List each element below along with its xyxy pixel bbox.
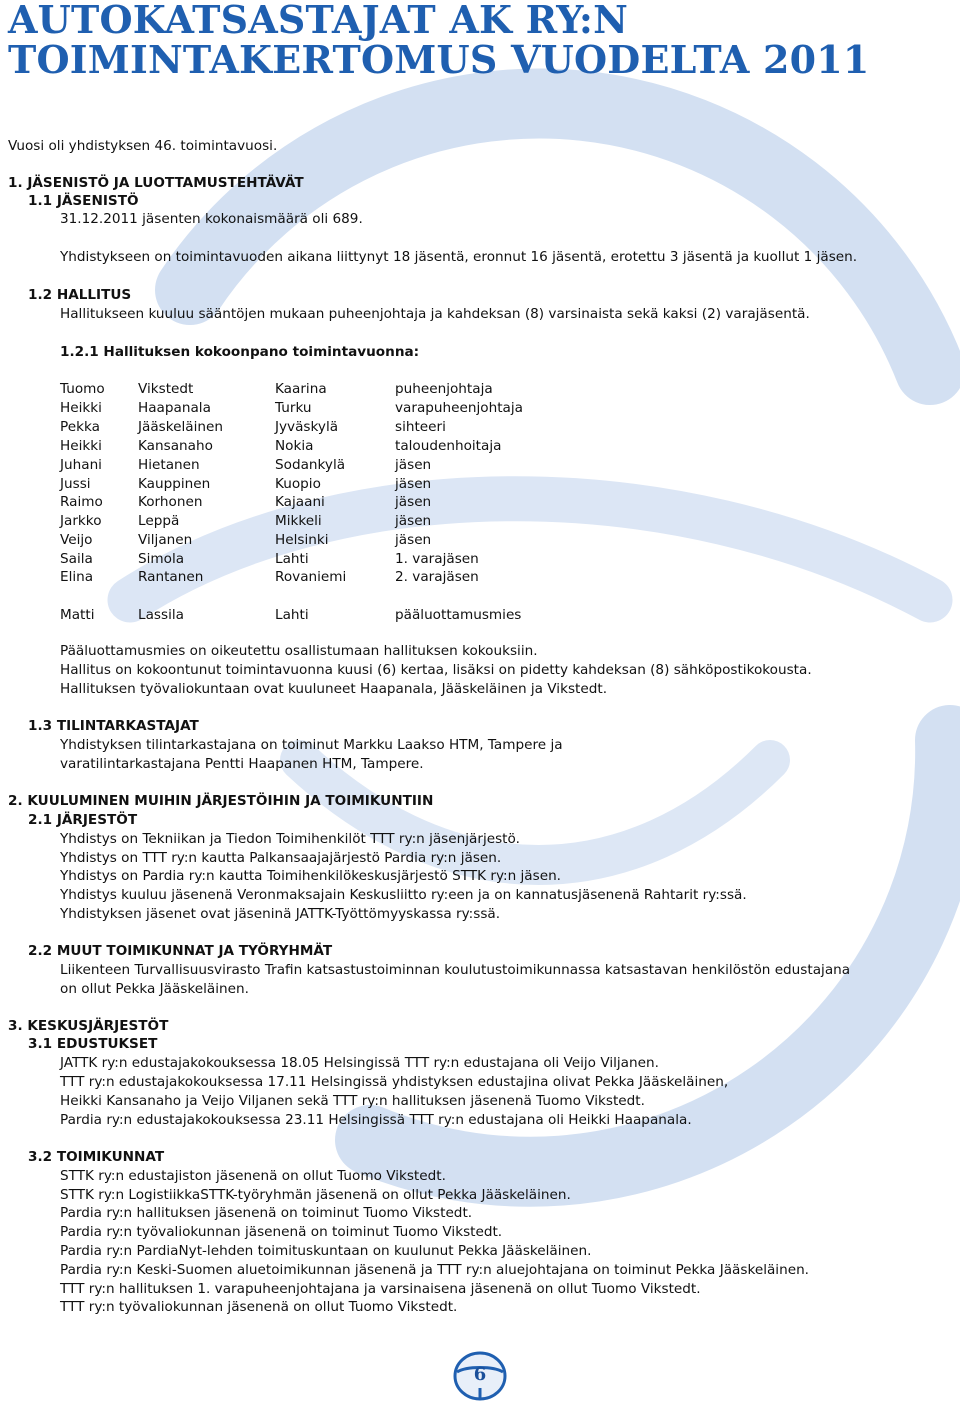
auditor-text: Yhdistyksen tilintarkastajana on toiminut Markku Laakso HTM, Tampere ja	[60, 737, 563, 753]
organization-text: Yhdistys on Pardia ry:n kautta Toimihenkilökeskusjärjestö STTK ry:n jäsen.	[60, 868, 562, 884]
member-changes-text: Yhdistykseen on toimintavuoden aikana liittynyt 18 jäsentä, eronnut 16 jäsentä, erotettu 3 jäsentä ja kuollut 1 jäsen.	[60, 249, 858, 265]
committee-text: Liikenteen Turvallisuusvirasto Trafin katsastustoiminnan koulutustoimikunnassa katsastavan henkilöstön edustajana	[60, 962, 851, 978]
organization-text: Yhdistys kuuluu jäsenenä Veronmaksajain Keskusliitto ry:een ja on kannatusjäsenenä Rahtarit ry:ssä.	[60, 887, 747, 903]
board-composition-rule: Hallitukseen kuuluu sääntöjen mukaan puheenjohtaja ja kahdeksan (8) varsinaista sekä kaksi (2) varajäsentä.	[60, 306, 810, 322]
document-title-line-2: TOIMINTAKERTOMUS VUODELTA 2011	[8, 37, 870, 82]
auditor-text: varatilintarkastajana Pentti Haapanen HTM, Tampere.	[60, 756, 424, 772]
committee-membership-text: TTT ry:n työvaliokunnan jäsenenä on ollut Tuomo Vikstedt.	[60, 1299, 458, 1315]
section-3-2-heading: 3.2 TOIMIKUNNAT	[28, 1149, 165, 1165]
representation-text: Pardia ry:n edustajakokouksessa 23.11 Helsingissä TTT ry:n edustajana oli Heikki Haapanala.	[60, 1112, 692, 1128]
committee-membership-text: STTK ry:n LogistiikkaSTTK-työryhmän jäsenenä on ollut Pekka Jääskeläinen.	[60, 1187, 571, 1203]
section-1-heading: 1. JÄSENISTÖ JA LUOTTAMUSTEHTÄVÄT	[8, 175, 304, 191]
section-2-heading: 2. KUULUMINEN MUIHIN JÄRJESTÖIHIN JA TOIMIKUNTIIN	[8, 793, 434, 809]
board-note: Pääluottamusmies on oikeutettu osallistumaan hallituksen kokouksiin.	[60, 643, 538, 659]
document-page: AUTOKATSASTAJAT AK RY:N TOIMINTAKERTOMUS VUODELTA 2011 Vuosi oli yhdistyksen 46. toimintavuosi. 1. JÄSENISTÖ JA LUOTTAMUSTEHTÄVÄT 1.1 JÄSENISTÖ 31.12.2011 jäsenten kokonaismäärä oli 689. Yhdistykseen on toimintavuoden aikana liittynyt 18 jäsentä, eronnut 16 jäsentä, erotettu 3 jäsentä ja kuollut 1 jäsen. 1.2 HALLITUS Hallitukseen kuuluu sääntöjen mukaan puheenjohtaja ja kahdeksan (8) varsinaista sekä kaksi (2) varajäsentä. 1.2.1 Hallituksen kokoonpano toimintavuonna: Tuomo Vikstedt Kaarina puheenjohtaja Heikki Haapanala Turku varapuheenjohtaja Pekka Jääskeläinen Jyväskylä sihteeri Heikki Kansanaho Nokia taloudenhoitaja Juhani Hietanen Sodankylä jäsen Jussi Kauppinen Kuopio jäsen Raimo Korhonen Kajaani jäsen Jarkko Leppä Mikkeli jäsen Veijo Viljanen Helsinki jäsen Saila Simola Lahti 1. varajäsen Elina Rantanen Rovaniemi 2. varajäsen Matti Lassila Lahti pääluottamusmies Pääluottamusmies on oikeutettu osallistumaan hallituksen kokouksiin. Hallitus on kokoontunut toimintavuonna kuusi (6) kertaa, lisäksi on pidetty kahdeksan (8) sähköpostikokousta. Hallituksen työvaliokuntaan ovat kuuluneet Haapanala, Jääskeläinen ja Vikstedt. 1.3 TILINTARKASTAJAT Yhdistyksen tilintarkastajana on toiminut Markku Laakso HTM, Tampere ja varatilintarkastajana Pentti Haapanen HTM, Tampere. 2. KUULUMINEN MUIHIN JÄRJESTÖIHIN JA TOIMIKUNTIIN 2.1 JÄRJESTÖT Yhdistys on Tekniikan ja Tiedon Toimihenkilöt TTT ry:n jäsenjärjestö. Yhdistys on TTT ry:n kautta Palkansaajajärjestö Pardia ry:n jäsen. Yhdistys on Pardia ry:n kautta Toimihenkilökeskusjärjestö STTK ry:n jäsen. Yhdistys kuuluu jäsenenä Veronmaksajain Keskusliitto ry:een ja on kannatusjäsenenä Rahtarit ry:ssä. Yhdistyksen jäsenet ovat jäseninä JATTK-Työttömyyskassa ry:ssä. 2.2 MUUT TOIMIKUNNAT JA TYÖRYHMÄT Liikenteen Turvallisuusvirasto Trafin katsastustoiminnan koulutustoimikunnassa katsastavan henkilöstön edustajana on ollut Pekka Jääskeläinen. 3. KESKUSJÄRJESTÖT 3.1 EDUSTUKSET JATTK ry:n edustajakokouksessa 18.05 Helsingissä TTT ry:n edustajana oli Veijo Viljanen. TTT ry:n edustajakokouksessa 17.11 Helsingissä yhdistyksen edustajina olivat Pekka Jääskeläinen, Heikki Kansanaho ja Veijo Viljanen sekä TTT ry:n hallituksen jäsenenä Tuomo Vikstedt. Pardia ry:n edustajakokouksessa 23.11 Helsingissä TTT ry:n edustajana oli Heikki Haapanala. 3.2 TOIMIKUNNAT STTK ry:n edustajiston jäsenenä on ollut Tuomo Vikstedt. STTK ry:n LogistiikkaSTTK-työryhmän jäsenenä on ollut Pekka Jääskeläinen. Pardia ry:n hallituksen jäsenenä on toiminut Tuomo Vikstedt. Pardia ry:n työvaliokunnan jäsenenä on toiminut Tuomo Vikstedt. Pardia ry:n PardiaNyt-lehden toimituskuntaan on kuulunut Pekka Jääskeläinen. Pardia ry:n Keski-Suomen aluetoimikunnan jäsenenä ja TTT ry:n aluejohtajana on toiminut Pekka Jääskeläinen. TTT ry:n hallituksen 1. varapuheenjohtajana ja varsinaisena jäsenenä on ollut Tuomo Vikstedt. TTT ry:n työvaliokunnan jäsenenä on ollut Tuomo Vikstedt. 6	[0, 0, 960, 1407]
organization-text: Yhdistys on Tekniikan ja Tiedon Toimihenkilöt TTT ry:n jäsenjärjestö.	[60, 831, 520, 847]
section-2-1-heading: 2.1 JÄRJESTÖT	[28, 812, 138, 828]
section-2-2-heading: 2.2 MUUT TOIMIKUNNAT JA TYÖRYHMÄT	[28, 943, 333, 959]
board-note: Hallitus on kokoontunut toimintavuonna kuusi (6) kertaa, lisäksi on pidetty kahdeksan (8) sähköpostikokousta.	[60, 662, 812, 678]
representation-text: JATTK ry:n edustajakokouksessa 18.05 Helsingissä TTT ry:n edustajana oli Veijo Viljanen.	[60, 1055, 659, 1071]
committee-membership-text: Pardia ry:n PardiaNyt-lehden toimituskuntaan on kuulunut Pekka Jääskeläinen.	[60, 1243, 592, 1259]
representation-text: TTT ry:n edustajakokouksessa 17.11 Helsingissä yhdistyksen edustajina olivat Pekka Jääskeläinen,	[60, 1074, 729, 1090]
section-3-1-heading: 3.1 EDUSTUKSET	[28, 1036, 158, 1052]
page-number: 6	[473, 1364, 487, 1385]
committee-text: on ollut Pekka Jääskeläinen.	[60, 981, 249, 997]
section-1-2-1-heading: 1.2.1 Hallituksen kokoonpano toimintavuonna:	[60, 344, 420, 360]
intro-text: Vuosi oli yhdistyksen 46. toimintavuosi.	[8, 138, 278, 154]
committee-membership-text: Pardia ry:n hallituksen jäsenenä on toiminut Tuomo Vikstedt.	[60, 1205, 473, 1221]
section-3-heading: 3. KESKUSJÄRJESTÖT	[8, 1018, 169, 1034]
committee-membership-text: STTK ry:n edustajiston jäsenenä on ollut Tuomo Vikstedt.	[60, 1168, 446, 1184]
board-note: Hallituksen työvaliokuntaan ovat kuuluneet Haapanala, Jääskeläinen ja Vikstedt.	[60, 681, 608, 697]
committee-membership-text: Pardia ry:n Keski-Suomen aluetoimikunnan jäsenenä ja TTT ry:n aluejohtajana on toiminut Pekka Jääskeläinen.	[60, 1262, 810, 1278]
organization-text: Yhdistyksen jäsenet ovat jäseninä JATTK-Työttömyyskassa ry:ssä.	[60, 906, 501, 922]
representation-text: Heikki Kansanaho ja Veijo Viljanen sekä TTT ry:n hallituksen jäsenenä Tuomo Vikstedt.	[60, 1093, 645, 1109]
section-1-1-heading: 1.1 JÄSENISTÖ	[28, 193, 139, 209]
organization-text: Yhdistys on TTT ry:n kautta Palkansaajajärjestö Pardia ry:n jäsen.	[60, 850, 502, 866]
committee-membership-text: Pardia ry:n työvaliokunnan jäsenenä on toiminut Tuomo Vikstedt.	[60, 1224, 503, 1240]
member-count-text: 31.12.2011 jäsenten kokonaismäärä oli 689.	[60, 211, 363, 227]
section-1-3-heading: 1.3 TILINTARKASTAJAT	[28, 718, 199, 734]
section-1-2-heading: 1.2 HALLITUS	[28, 287, 132, 303]
committee-membership-text: TTT ry:n hallituksen 1. varapuheenjohtajana ja varsinaisena jäsenenä on ollut Tuomo Vikstedt.	[60, 1281, 701, 1297]
document-title-line-1: AUTOKATSASTAJAT AK RY:N	[8, 0, 629, 42]
